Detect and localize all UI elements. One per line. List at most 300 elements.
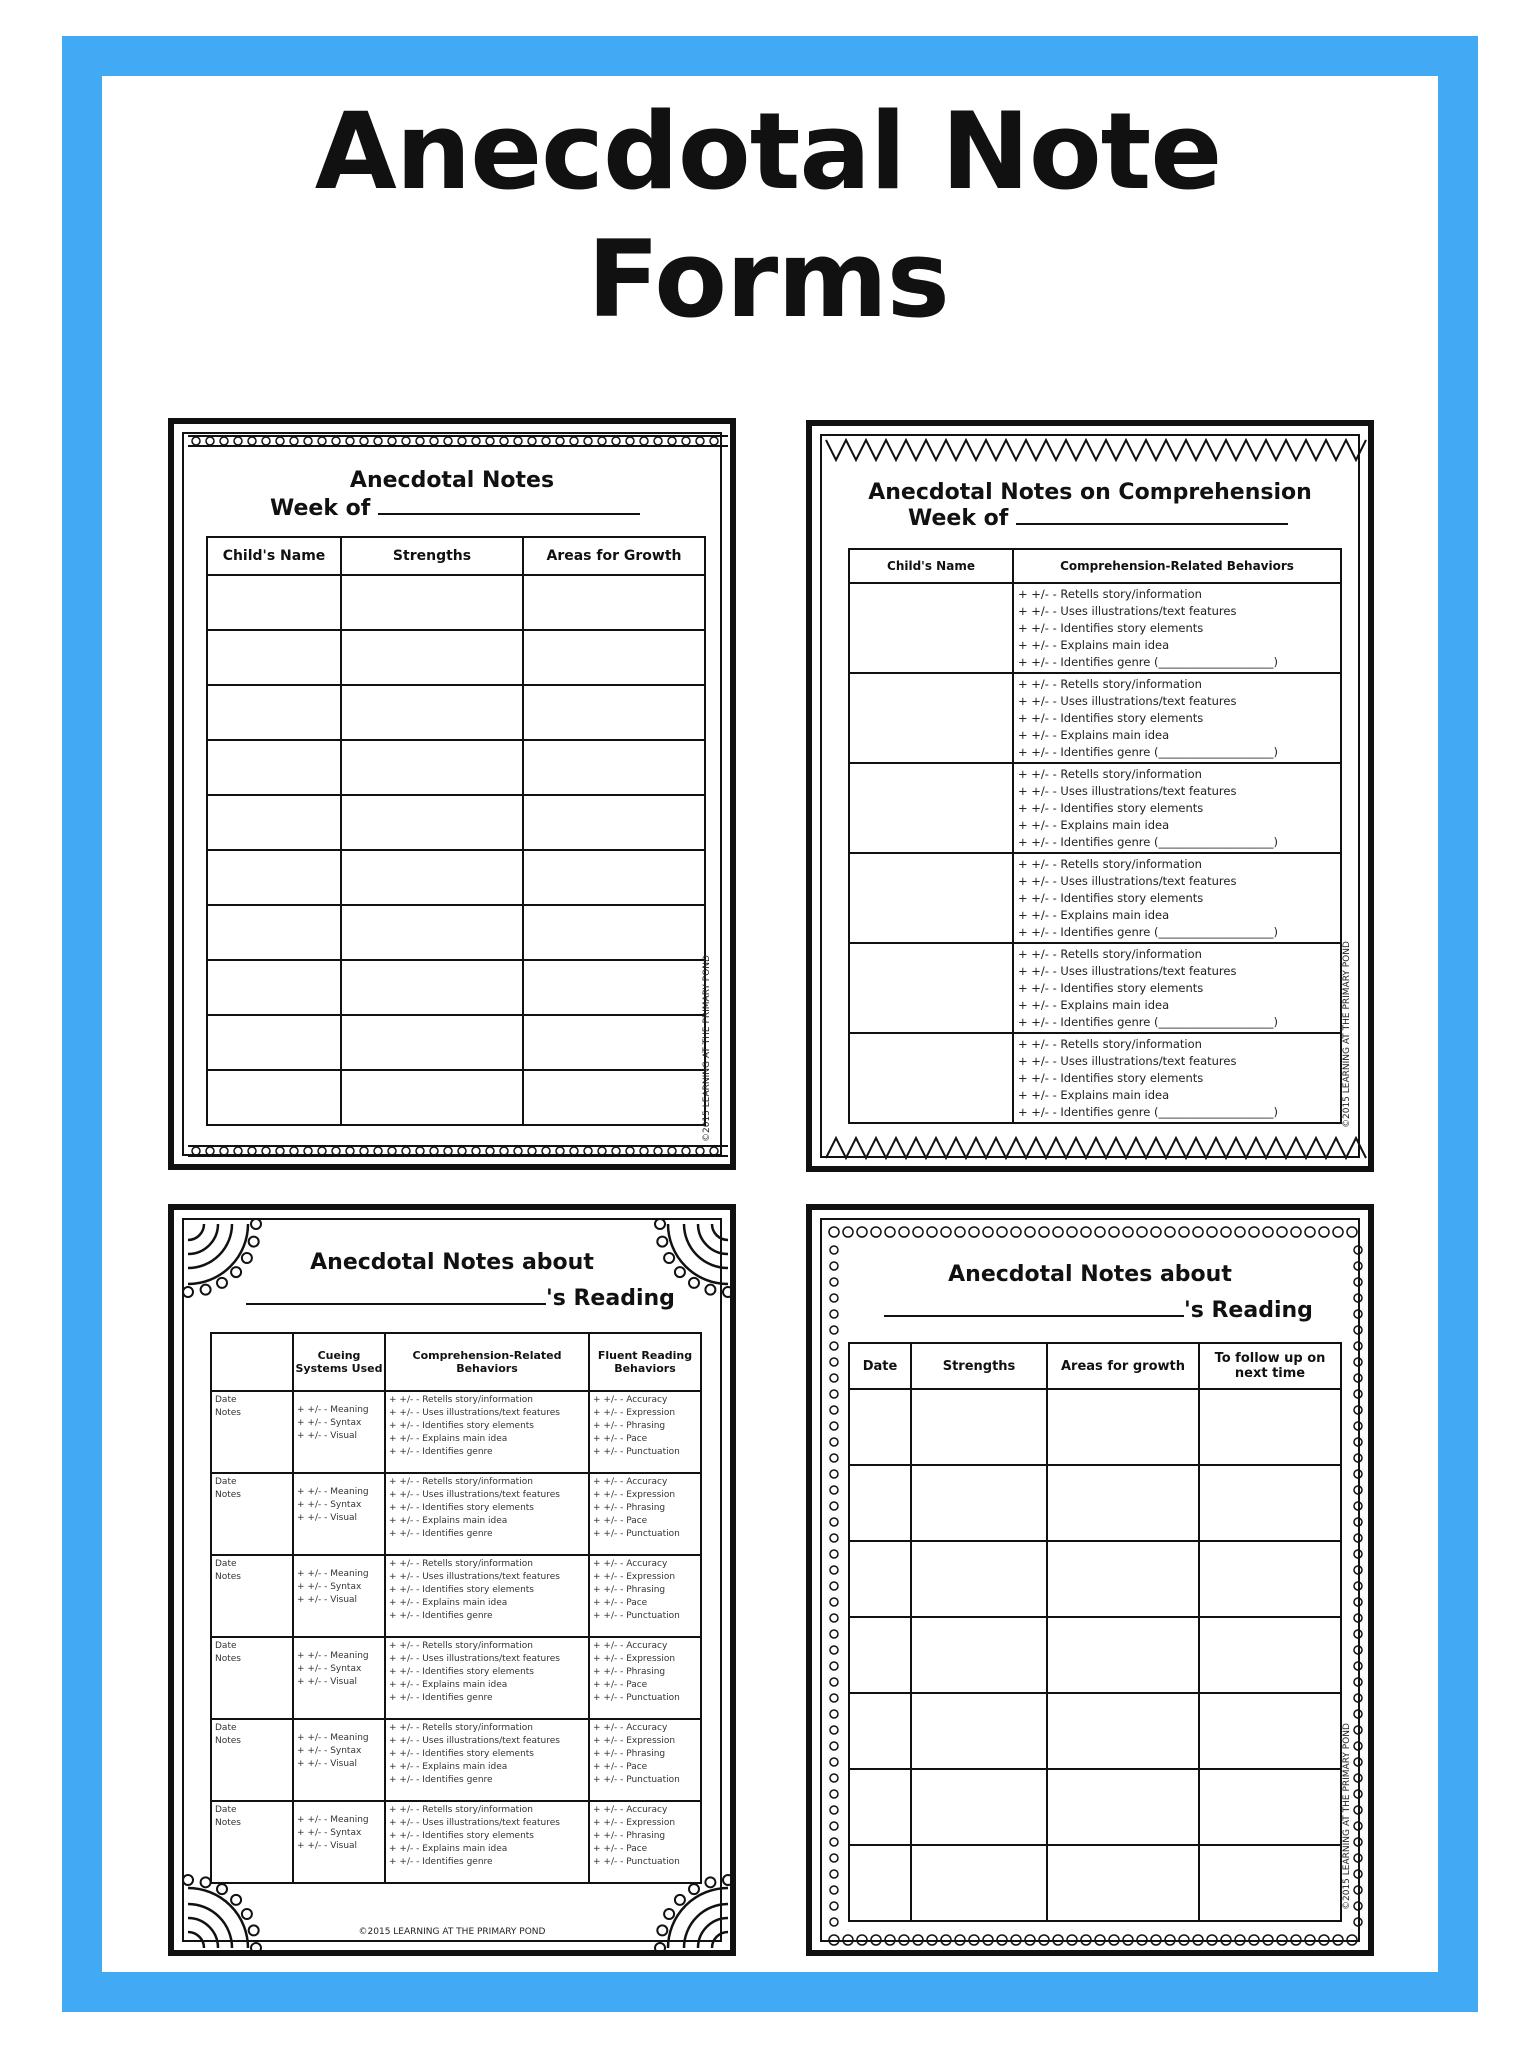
column-header-follow-up: To follow up on next time [1199, 1343, 1341, 1389]
table-cell[interactable] [207, 960, 341, 1015]
loop-mark [830, 1886, 838, 1894]
loop-mark [1235, 1935, 1245, 1945]
fluency-item: + +/- - Pace [593, 1516, 648, 1526]
table-cell[interactable] [1199, 1465, 1341, 1541]
table-cell[interactable] [1047, 1465, 1199, 1541]
cueing-item: + +/- - Visual [297, 1677, 358, 1687]
table-row [849, 763, 1341, 853]
loop-mark [857, 1227, 867, 1237]
scallop-loop [458, 437, 466, 445]
form-comprehension-notes [806, 420, 1374, 1172]
comprehension-item: + +/- - Identifies genre [389, 1857, 493, 1867]
cueing-item: + +/- - Meaning [297, 1733, 369, 1743]
table-cell[interactable] [523, 1015, 705, 1070]
scallop-loop [626, 437, 634, 445]
cueing-item: + +/- - Visual [297, 1595, 358, 1605]
table-cell[interactable] [341, 960, 523, 1015]
table-cell[interactable] [1199, 1541, 1341, 1617]
loop-mark [830, 1790, 838, 1798]
behavior-item: + +/- - Explains main idea [1018, 818, 1170, 832]
fluency-item: + +/- - Accuracy [593, 1477, 668, 1487]
date-label: Date [215, 1641, 237, 1651]
table-row [207, 575, 705, 630]
behavior-item: + +/- - Identifies story elements [1018, 801, 1204, 815]
scallop-loop [472, 437, 480, 445]
scallop-loop [332, 1147, 340, 1155]
loop-mark [885, 1227, 895, 1237]
loop-mark [829, 1935, 839, 1945]
behavior-item: + +/- - Identifies genre (____________________) [1018, 655, 1278, 669]
loop-mark [871, 1935, 881, 1945]
loop-mark [1221, 1935, 1231, 1945]
loop-mark [830, 1470, 838, 1478]
table-cell[interactable] [911, 1389, 1047, 1465]
table-cell[interactable] [1199, 1769, 1341, 1845]
loop-mark [1109, 1935, 1119, 1945]
fluency-item: + +/- - Expression [593, 1490, 676, 1500]
behaviors-cell [1013, 853, 1341, 943]
week-of-line [1016, 523, 1288, 525]
loop-mark [1249, 1227, 1259, 1237]
table-row [207, 685, 705, 740]
scallop-loop [360, 1147, 368, 1155]
table-cell[interactable] [1199, 1845, 1341, 1921]
loop-mark [829, 1227, 839, 1237]
mandala-corner [183, 1875, 261, 1953]
form-reading-notes-detailed [168, 1204, 736, 1956]
loop-mark [941, 1935, 951, 1945]
behavior-item: + +/- - Identifies genre (____________________) [1018, 1105, 1278, 1119]
loop-mark [1354, 1886, 1362, 1894]
fluency-item: + +/- - Punctuation [593, 1529, 680, 1539]
reading-table [848, 1342, 1342, 1922]
scallop-loop [388, 1147, 396, 1155]
behavior-item: + +/- - Identifies genre (____________________) [1018, 1015, 1278, 1029]
loop-mark [1207, 1227, 1217, 1237]
scallop-loop [444, 1147, 452, 1155]
fluency-cell [589, 1391, 701, 1473]
scallop-loop [444, 437, 452, 445]
comprehension-item: + +/- - Uses illustrations/text features [389, 1490, 560, 1500]
loop-mark [1354, 1710, 1362, 1718]
loop-mark [830, 1358, 838, 1366]
comprehension-item: + +/- - Uses illustrations/text features [389, 1818, 560, 1828]
table-cell[interactable] [523, 795, 705, 850]
child-name-cell[interactable] [849, 943, 1013, 1033]
table-cell[interactable] [1047, 1693, 1199, 1769]
loop-mark [830, 1806, 838, 1814]
loop-mark [830, 1502, 838, 1510]
notes-label: Notes [215, 1490, 241, 1500]
loop-mark [1081, 1227, 1091, 1237]
scallop-loop [626, 1147, 634, 1155]
comprehension-item: + +/- - Uses illustrations/text features [389, 1654, 560, 1664]
table-cell[interactable] [911, 1845, 1047, 1921]
cueing-item: + +/- - Syntax [297, 1500, 362, 1510]
reader-name-field [884, 1298, 1313, 1323]
form-anecdotal-notes [168, 418, 736, 1170]
table-cell[interactable] [911, 1541, 1047, 1617]
comprehension-item: + +/- - Identifies genre [389, 1775, 493, 1785]
loop-mark [843, 1935, 853, 1945]
scallop-loop [318, 437, 326, 445]
table-cell[interactable] [849, 1389, 911, 1465]
fluency-item: + +/- - Phrasing [593, 1749, 666, 1759]
table-cell[interactable] [911, 1693, 1047, 1769]
table-cell[interactable] [911, 1617, 1047, 1693]
cueing-cell [293, 1637, 385, 1719]
fluency-item: + +/- - Pace [593, 1844, 648, 1854]
behavior-item: + +/- - Uses illustrations/text features [1018, 694, 1237, 708]
loop-mark [1165, 1227, 1175, 1237]
date-notes-cell[interactable] [211, 1801, 293, 1883]
cueing-cell [293, 1801, 385, 1883]
date-label: Date [215, 1559, 237, 1569]
scallop-loop [346, 437, 354, 445]
scallop-loop [430, 437, 438, 445]
scallop-loop [682, 1147, 690, 1155]
loop-mark [830, 1838, 838, 1846]
behavior-item: + +/- - Identifies story elements [1018, 1071, 1204, 1085]
loop-mark [1354, 1806, 1362, 1814]
form-reading-notes-simple [806, 1204, 1374, 1956]
table-cell[interactable] [523, 630, 705, 685]
table-cell[interactable] [207, 575, 341, 630]
child-name-cell[interactable] [849, 853, 1013, 943]
scallop-loop [598, 437, 606, 445]
date-notes-cell[interactable] [211, 1473, 293, 1555]
behavior-item: + +/- - Uses illustrations/text features [1018, 874, 1237, 888]
column-header-comprehension-behaviors: Comprehension-Related Behaviors [385, 1333, 589, 1391]
behavior-item: + +/- - Retells story/information [1018, 767, 1202, 781]
loop-mark [1263, 1227, 1273, 1237]
behavior-item: + +/- - Explains main idea [1018, 638, 1170, 652]
table-cell[interactable] [341, 630, 523, 685]
behavior-item: + +/- - Explains main idea [1018, 1088, 1170, 1102]
comprehension-item: + +/- - Identifies genre [389, 1447, 493, 1457]
loop-mark [1067, 1935, 1077, 1945]
scallop-loop [528, 437, 536, 445]
scallop-loop [262, 1147, 270, 1155]
loop-mark [830, 1310, 838, 1318]
behaviors-cell [1013, 943, 1341, 1033]
comprehension-item: + +/- - Explains main idea [389, 1680, 508, 1690]
comprehension-item: + +/- - Retells story/information [389, 1395, 533, 1405]
loop-mark [1333, 1935, 1343, 1945]
loop-mark [1354, 1838, 1362, 1846]
table-cell[interactable] [1047, 1389, 1199, 1465]
cueing-cell [293, 1391, 385, 1473]
table-cell[interactable] [849, 1693, 911, 1769]
loop-mark [1319, 1227, 1329, 1237]
column-header-comprehension-behaviors: Comprehension-Related Behaviors [1013, 549, 1341, 583]
table-cell[interactable] [341, 740, 523, 795]
loop-mark [1354, 1694, 1362, 1702]
table-cell[interactable] [523, 1070, 705, 1125]
loop-mark [1179, 1227, 1189, 1237]
cueing-item: + +/- - Syntax [297, 1582, 362, 1592]
loop-mark [1151, 1935, 1161, 1945]
table-cell[interactable] [207, 685, 341, 740]
date-label: Date [215, 1477, 237, 1487]
loop-mark [1249, 1935, 1259, 1945]
table-cell[interactable] [341, 575, 523, 630]
loop-mark [830, 1678, 838, 1686]
comprehension-table [848, 548, 1342, 1124]
scallop-loop [290, 1147, 298, 1155]
comprehension-cell [385, 1801, 589, 1883]
scallop-loop [318, 1147, 326, 1155]
loop-mark [1354, 1678, 1362, 1686]
table-cell[interactable] [523, 905, 705, 960]
child-name-cell[interactable] [849, 763, 1013, 853]
scallop-loop [192, 1147, 200, 1155]
comprehension-item: + +/- - Explains main idea [389, 1762, 508, 1772]
loop-mark [1354, 1326, 1362, 1334]
table-row [211, 1555, 701, 1637]
table-cell[interactable] [1047, 1845, 1199, 1921]
loop-mark [1095, 1935, 1105, 1945]
behavior-item: + +/- - Explains main idea [1018, 908, 1170, 922]
table-cell[interactable] [1199, 1617, 1341, 1693]
loop-mark [1277, 1935, 1287, 1945]
reader-name-field [246, 1286, 675, 1311]
copyright-credit: ©2015 LEARNING AT THE PRIMARY POND [1342, 1723, 1352, 1910]
comprehension-item: + +/- - Retells story/information [389, 1477, 533, 1487]
table-cell[interactable] [849, 1617, 911, 1693]
loop-mark [1067, 1227, 1077, 1237]
fluency-item: + +/- - Accuracy [593, 1723, 668, 1733]
scallop-loop [276, 1147, 284, 1155]
table-cell[interactable] [207, 1070, 341, 1125]
loop-mark [899, 1227, 909, 1237]
cueing-item: + +/- - Meaning [297, 1487, 369, 1497]
table-cell[interactable] [341, 795, 523, 850]
scallop-loop [710, 1147, 718, 1155]
scallop-loop [402, 1147, 410, 1155]
table-cell[interactable] [523, 960, 705, 1015]
loop-mark [1235, 1227, 1245, 1237]
loop-mark [1354, 1246, 1362, 1254]
loop-mark [1291, 1227, 1301, 1237]
date-notes-cell[interactable] [211, 1391, 293, 1473]
behavior-item: + +/- - Identifies story elements [1018, 621, 1204, 635]
behavior-item: + +/- - Identifies genre (____________________) [1018, 745, 1278, 759]
loop-mark [830, 1390, 838, 1398]
loop-mark [830, 1246, 838, 1254]
loop-mark [913, 1227, 923, 1237]
cueing-item: + +/- - Visual [297, 1513, 358, 1523]
cueing-cell [293, 1719, 385, 1801]
notes-label: Notes [215, 1736, 241, 1746]
table-cell[interactable] [849, 1465, 911, 1541]
scallop-loop [528, 1147, 536, 1155]
comprehension-item: + +/- - Identifies story elements [389, 1585, 534, 1595]
loop-mark [1354, 1902, 1362, 1910]
table-cell[interactable] [911, 1769, 1047, 1845]
scallop-loop [542, 437, 550, 445]
loop-mark [927, 1935, 937, 1945]
scallop-loop [612, 1147, 620, 1155]
scallop-loop [458, 1147, 466, 1155]
loop-mark [955, 1227, 965, 1237]
child-name-cell[interactable] [849, 1033, 1013, 1123]
zigzag-line [826, 440, 1366, 460]
table-cell[interactable] [207, 795, 341, 850]
scallop-loop [304, 437, 312, 445]
table-row [211, 1391, 701, 1473]
cueing-item: + +/- - Syntax [297, 1418, 362, 1428]
loop-mark [830, 1758, 838, 1766]
table-cell[interactable] [207, 905, 341, 960]
comprehension-item: + +/- - Uses illustrations/text features [389, 1572, 560, 1582]
scallop-loop [220, 1147, 228, 1155]
behaviors-cell [1013, 763, 1341, 853]
child-name-cell[interactable] [849, 583, 1013, 673]
scallop-loop [416, 437, 424, 445]
loop-mark [1011, 1227, 1021, 1237]
week-of-line [378, 513, 640, 515]
table-row [207, 850, 705, 905]
table-cell[interactable] [341, 1015, 523, 1070]
scallop-loop [332, 437, 340, 445]
scallop-loop [374, 1147, 382, 1155]
table-cell[interactable] [341, 905, 523, 960]
copyright-credit: ©2015 LEARNING AT THE PRIMARY POND [702, 955, 712, 1142]
table-cell[interactable] [523, 685, 705, 740]
table-cell[interactable] [341, 685, 523, 740]
table-cell[interactable] [341, 850, 523, 905]
scallop-loop [388, 437, 396, 445]
table-row [207, 740, 705, 795]
date-notes-cell[interactable] [211, 1637, 293, 1719]
fluency-item: + +/- - Punctuation [593, 1447, 680, 1457]
loop-mark [1095, 1227, 1105, 1237]
column-header-childs-name: Child's Name [207, 537, 341, 575]
fluency-item: + +/- - Phrasing [593, 1667, 666, 1677]
table-cell[interactable] [849, 1541, 911, 1617]
table-cell[interactable] [1199, 1389, 1341, 1465]
scallop-loop [486, 437, 494, 445]
loop-mark [1354, 1774, 1362, 1782]
loop-mark [1347, 1227, 1357, 1237]
cueing-item: + +/- - Meaning [297, 1815, 369, 1825]
cueing-item: + +/- - Meaning [297, 1405, 369, 1415]
loop-mark [1354, 1438, 1362, 1446]
scallop-loop [304, 1147, 312, 1155]
scallop-loop [486, 1147, 494, 1155]
table-cell[interactable] [523, 850, 705, 905]
table-cell[interactable] [341, 1070, 523, 1125]
loop-mark [830, 1662, 838, 1670]
loop-mark [830, 1614, 838, 1622]
page-title [0, 88, 1536, 344]
table-row [207, 1015, 705, 1070]
loop-mark [1193, 1227, 1203, 1237]
comprehension-item: + +/- - Uses illustrations/text features [389, 1736, 560, 1746]
loop-mark [1193, 1935, 1203, 1945]
table-cell[interactable] [207, 630, 341, 685]
table-cell[interactable] [207, 1015, 341, 1070]
loop-mark [885, 1935, 895, 1945]
table-cell[interactable] [523, 740, 705, 795]
loop-mark [1039, 1227, 1049, 1237]
loop-mark [830, 1326, 838, 1334]
loop-mark [1053, 1227, 1063, 1237]
cueing-item: + +/- - Syntax [297, 1746, 362, 1756]
reader-name-line [246, 1303, 546, 1305]
table-cell[interactable] [1199, 1693, 1341, 1769]
loop-mark [830, 1598, 838, 1606]
loop-mark [1221, 1227, 1231, 1237]
date-label: Date [215, 1395, 237, 1405]
date-notes-cell[interactable] [211, 1719, 293, 1801]
table-row [211, 1473, 701, 1555]
cueing-cell [293, 1473, 385, 1555]
scallop-loop [654, 1147, 662, 1155]
comprehension-cell [385, 1391, 589, 1473]
comprehension-item: + +/- - Retells story/information [389, 1723, 533, 1733]
scallop-loop [206, 1147, 214, 1155]
behavior-item: + +/- - Retells story/information [1018, 677, 1202, 691]
week-of-field [908, 506, 1288, 531]
loop-mark [1354, 1342, 1362, 1350]
loop-mark [1025, 1935, 1035, 1945]
loop-mark [1011, 1935, 1021, 1945]
loop-mark [857, 1935, 867, 1945]
loop-mark [1319, 1935, 1329, 1945]
table-cell[interactable] [1047, 1617, 1199, 1693]
table-cell[interactable] [1047, 1541, 1199, 1617]
table-cell[interactable] [849, 1769, 911, 1845]
table-cell[interactable] [207, 740, 341, 795]
fluency-item: + +/- - Expression [593, 1408, 676, 1418]
table-cell[interactable] [207, 850, 341, 905]
loop-mark [1354, 1502, 1362, 1510]
loop-mark [1081, 1935, 1091, 1945]
comprehension-item: + +/- - Uses illustrations/text features [389, 1408, 560, 1418]
notes-label: Notes [215, 1408, 241, 1418]
page-title-line-1: Anecdotal Note [314, 90, 1222, 213]
table-cell[interactable] [523, 575, 705, 630]
loop-mark [830, 1902, 838, 1910]
comprehension-item: + +/- - Identifies story elements [389, 1749, 534, 1759]
scallop-loop [290, 437, 298, 445]
loop-mark [830, 1422, 838, 1430]
loop-mark [830, 1870, 838, 1878]
loop-mark [1354, 1646, 1362, 1654]
fluency-item: + +/- - Expression [593, 1654, 676, 1664]
loop-mark [830, 1406, 838, 1414]
scallop-loop [570, 437, 578, 445]
fluency-cell [589, 1473, 701, 1555]
table-cell[interactable] [849, 1845, 911, 1921]
comprehension-item: + +/- - Identifies story elements [389, 1831, 534, 1841]
scallop-loop [654, 437, 662, 445]
loop-mark [955, 1935, 965, 1945]
loop-mark [1354, 1614, 1362, 1622]
fluency-item: + +/- - Pace [593, 1598, 648, 1608]
loop-mark [1123, 1227, 1133, 1237]
table-cell[interactable] [1047, 1769, 1199, 1845]
scallop-loop [514, 1147, 522, 1155]
date-notes-cell[interactable] [211, 1555, 293, 1637]
loop-mark [1354, 1550, 1362, 1558]
child-name-cell[interactable] [849, 673, 1013, 763]
scallop-loop [556, 1147, 564, 1155]
table-cell[interactable] [911, 1465, 1047, 1541]
loop-mark [1277, 1227, 1287, 1237]
